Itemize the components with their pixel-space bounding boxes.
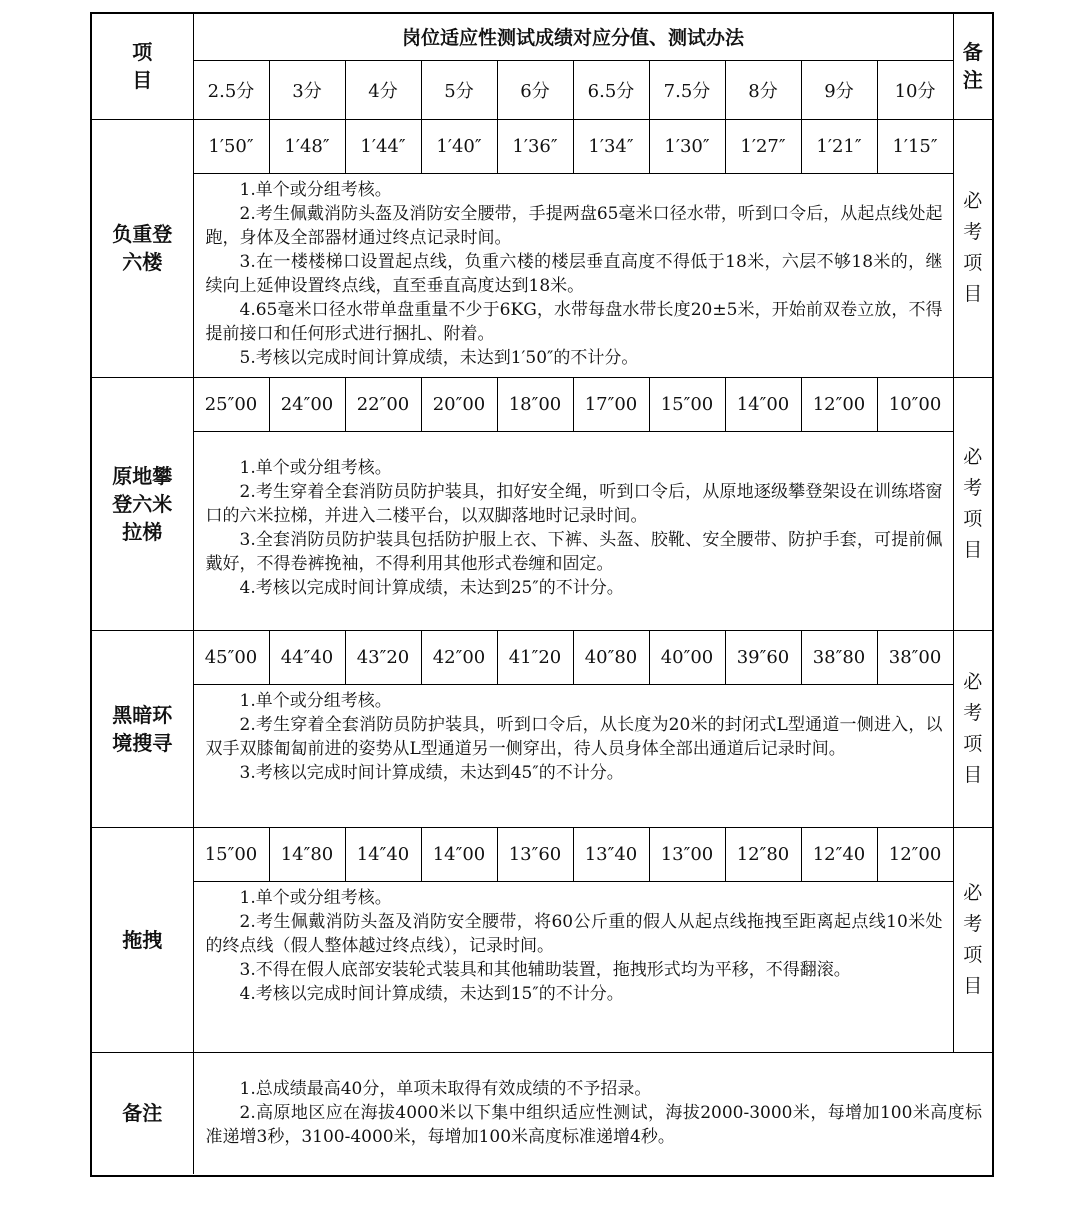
event-name xyxy=(92,119,193,377)
time-cell: 13″00 xyxy=(649,827,725,881)
time-cell: 38″80 xyxy=(801,630,877,684)
time-cell: 12″00 xyxy=(801,377,877,431)
method-item: 2.考生佩戴消防头盔及消防安全腰带，手提两盘65毫米口径水带，听到口令后，从起点线处起跑，身体及全部器材通过终点记录时间。 xyxy=(205,203,943,248)
time-cell: 42″00 xyxy=(421,630,497,684)
time-cell: 40″00 xyxy=(649,630,725,684)
method-item: 2.考生穿着全套消防员防护装具，扣好安全绳，听到口令后，从原地逐级攀登架设在训练塔窗口的六米拉梯，并进入二楼平台，以双脚落地时记录时间。 xyxy=(205,481,943,526)
table-title: 岗位适应性测试成绩对应分值、测试办法 xyxy=(193,14,953,60)
time-row xyxy=(92,630,992,684)
event-name-label: 原地攀 登六米 拉梯 xyxy=(112,463,173,544)
score-cell: 6分 xyxy=(497,60,573,119)
method-item: 4.65毫米口径水带单盘重量不少于6KG，水带每盘水带长度20±5米，开始前双卷立放，不得提前接口和任何形式进行捆扎、附着。 xyxy=(205,299,943,344)
time-cell: 13″40 xyxy=(573,827,649,881)
required-remark xyxy=(953,377,992,630)
test-method xyxy=(193,173,953,377)
time-cell: 15″00 xyxy=(649,377,725,431)
event-name-label: 拖拽 xyxy=(122,927,163,952)
time-cell: 14″00 xyxy=(725,377,801,431)
score-cell: 4分 xyxy=(345,60,421,119)
footer-note-item: 2.高原地区应在海拔4000米以下集中组织适应性测试，海拔2000-3000米，每增加100米高度标准递增3秒，3100-4000米，每增加100米高度标准递增4秒。 xyxy=(205,1103,983,1148)
required-remark-label: 必 考 项 目 xyxy=(963,445,983,561)
time-cell: 18″00 xyxy=(497,377,573,431)
score-cell: 5分 xyxy=(421,60,497,119)
time-cell: 38″00 xyxy=(877,630,953,684)
time-cell: 1′21″ xyxy=(801,119,877,173)
score-cell: 7.5分 xyxy=(649,60,725,119)
method-item: 3.在一楼楼梯口设置起点线，负重六楼的楼层垂直高度不得低于18米，六层不够18米的，继续向上延伸设置终点线，直至垂直高度达到18米。 xyxy=(205,251,943,296)
score-cell: 6.5分 xyxy=(573,60,649,119)
time-cell: 25″00 xyxy=(193,377,269,431)
time-cell: 43″20 xyxy=(345,630,421,684)
test-method xyxy=(193,431,953,630)
time-cell: 1′40″ xyxy=(421,119,497,173)
project-header xyxy=(92,14,193,119)
footer-label: 备注 xyxy=(92,1052,193,1174)
method-item: 3.全套消防员防护装具包括防护服上衣、下裤、头盔、胶靴、安全腰带、防护手套，可提前佩戴好，不得卷裤挽袖，不得利用其他形式卷缠和固定。 xyxy=(205,529,943,574)
score-cell: 9分 xyxy=(801,60,877,119)
time-cell: 12″00 xyxy=(877,827,953,881)
score-table xyxy=(92,14,992,1174)
score-cell: 3分 xyxy=(269,60,345,119)
footer-notes xyxy=(193,1052,992,1174)
time-cell: 12″40 xyxy=(801,827,877,881)
project-header-label: 项 目 xyxy=(132,40,153,93)
score-row xyxy=(92,60,992,119)
time-cell: 41″20 xyxy=(497,630,573,684)
time-cell: 20″00 xyxy=(421,377,497,431)
footer-note-item: 1.总成绩最高40分，单项未取得有效成绩的不予招录。 xyxy=(239,1079,652,1100)
method-row xyxy=(92,431,992,630)
event-name xyxy=(92,827,193,1052)
score-cell: 10分 xyxy=(877,60,953,119)
time-cell: 1′27″ xyxy=(725,119,801,173)
method-item: 3.不得在假人底部安装轮式装具和其他辅助装置，拖拽形式均为平移，不得翻滚。 xyxy=(239,959,851,980)
required-remark xyxy=(953,119,992,377)
required-remark-label: 必 考 项 目 xyxy=(963,881,983,997)
required-remark xyxy=(953,630,992,827)
time-cell: 14″40 xyxy=(345,827,421,881)
event-name xyxy=(92,377,193,630)
score-cell: 2.5分 xyxy=(193,60,269,119)
time-cell: 15″00 xyxy=(193,827,269,881)
method-row xyxy=(92,684,992,827)
test-method xyxy=(193,881,953,1052)
event-name xyxy=(92,630,193,827)
time-cell: 40″80 xyxy=(573,630,649,684)
time-cell: 1′30″ xyxy=(649,119,725,173)
time-cell: 13″60 xyxy=(497,827,573,881)
time-cell: 17″00 xyxy=(573,377,649,431)
score-table-frame xyxy=(90,12,994,1177)
method-item: 4.考核以完成时间计算成绩，未达到15″的不计分。 xyxy=(239,983,624,1004)
time-cell: 39″60 xyxy=(725,630,801,684)
time-cell: 12″80 xyxy=(725,827,801,881)
required-remark-label: 必 考 项 目 xyxy=(963,190,983,305)
remark-header-label: 备 注 xyxy=(962,40,983,93)
event-name-label: 负重登 六楼 xyxy=(112,222,173,274)
event-name-label: 黑暗环 境搜寻 xyxy=(112,702,173,755)
time-cell: 10″00 xyxy=(877,377,953,431)
method-item: 5.考核以完成时间计算成绩，未达到1′50″的不计分。 xyxy=(239,347,639,368)
method-item: 4.考核以完成时间计算成绩，未达到25″的不计分。 xyxy=(239,577,624,598)
time-cell: 1′50″ xyxy=(193,119,269,173)
time-cell: 14″00 xyxy=(421,827,497,881)
time-cell: 22″00 xyxy=(345,377,421,431)
time-cell: 1′44″ xyxy=(345,119,421,173)
method-item: 1.单个或分组考核。 xyxy=(239,690,392,711)
time-cell: 1′48″ xyxy=(269,119,345,173)
score-cell: 8分 xyxy=(725,60,801,119)
remark-header xyxy=(953,14,992,119)
required-remark xyxy=(953,827,992,1052)
time-cell: 44″40 xyxy=(269,630,345,684)
time-cell: 1′15″ xyxy=(877,119,953,173)
method-item: 3.考核以完成时间计算成绩，未达到45″的不计分。 xyxy=(239,762,624,783)
time-cell: 1′34″ xyxy=(573,119,649,173)
time-cell: 24″00 xyxy=(269,377,345,431)
method-item: 1.单个或分组考核。 xyxy=(239,457,392,478)
test-method xyxy=(193,684,953,827)
time-cell: 14″80 xyxy=(269,827,345,881)
footer-row xyxy=(92,1052,992,1174)
method-item: 2.考生佩戴消防头盔及消防安全腰带，将60公斤重的假人从起点线拖拽至距离起点线10米处的终点线（假人整体越过终点线），记录时间。 xyxy=(205,911,943,956)
time-cell: 1′36″ xyxy=(497,119,573,173)
time-row xyxy=(92,119,992,173)
time-row xyxy=(92,827,992,881)
time-cell: 45″00 xyxy=(193,630,269,684)
method-row xyxy=(92,173,992,377)
time-row xyxy=(92,377,992,431)
method-item: 2.考生穿着全套消防员防护装具，听到口令后，从长度为20米的封闭式L型通道一侧进入，以双手双膝匍匐前进的姿势从L型通道另一侧穿出，待人员身体全部出通道后记录时间。 xyxy=(205,714,943,759)
required-remark-label: 必 考 项 目 xyxy=(963,670,983,786)
method-item: 1.单个或分组考核。 xyxy=(239,887,392,908)
method-item: 1.单个或分组考核。 xyxy=(239,179,392,200)
method-row xyxy=(92,881,992,1052)
